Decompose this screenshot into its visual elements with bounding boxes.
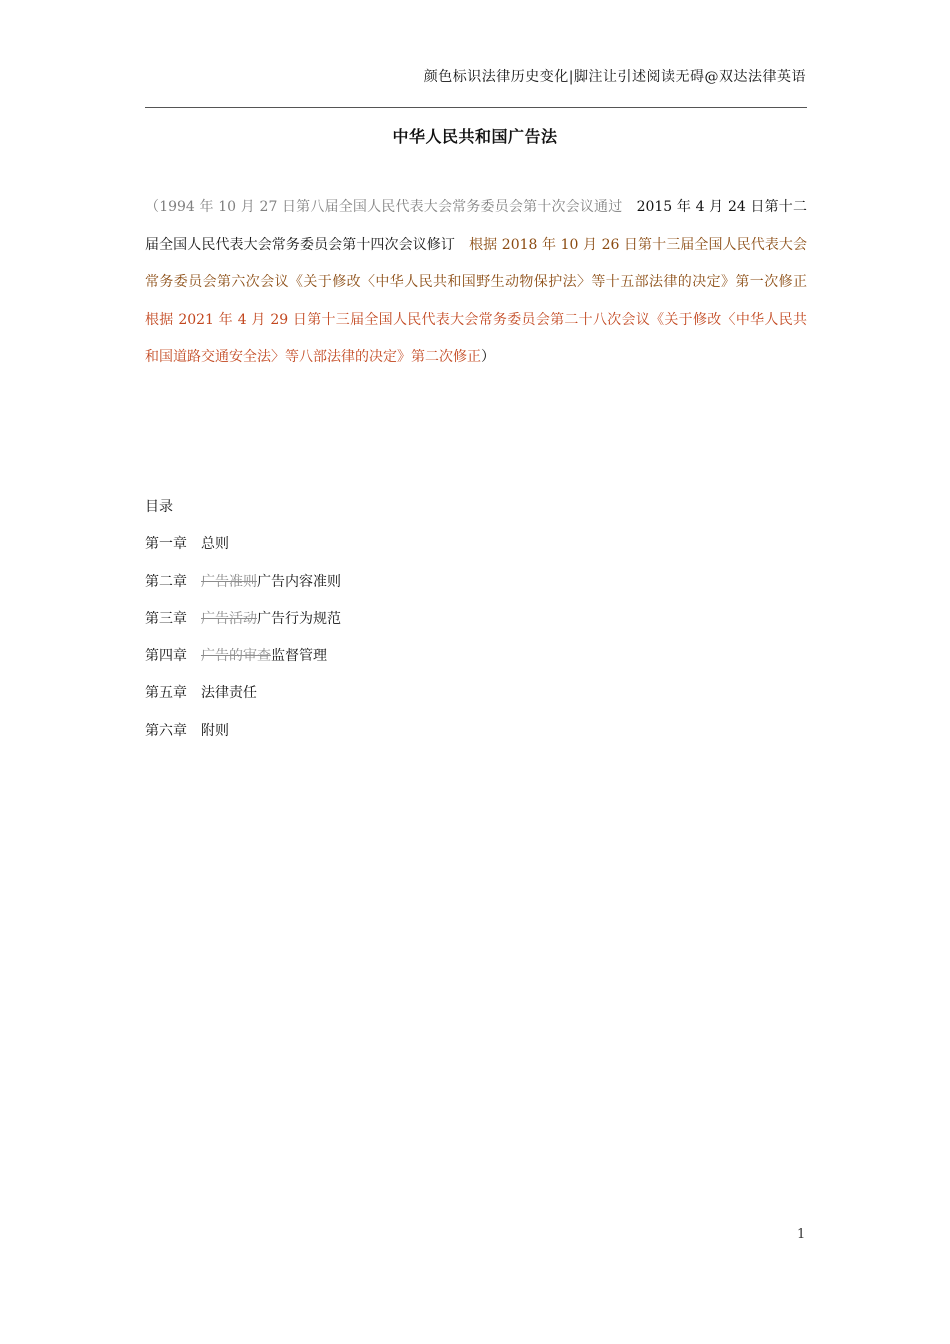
header-rule	[145, 107, 807, 108]
chapter-title: 法律责任	[201, 685, 257, 702]
history-2021-amendment: 根据 2021 年 4 月 29 日第十三届全国人民代表大会常务委员会第二十八次会议《关于修改〈中华人民共和国道路交通安全法〉等八部法律的决定》第二次修正	[145, 311, 807, 365]
chapter-number: 第三章	[145, 610, 187, 627]
deleted-chapter-title: 广告活动	[201, 610, 257, 627]
toc-chapter-4	[145, 638, 341, 675]
chapter-number: 第四章	[145, 648, 187, 665]
chapter-number: 第二章	[145, 573, 187, 590]
chapter-number: 第一章	[145, 536, 187, 553]
chapter-number: 第五章	[145, 685, 187, 702]
page-number: 1	[797, 1227, 806, 1242]
toc-chapter-6	[145, 713, 341, 750]
document-header: 颜色标识法律历史变化|脚注让引述阅读无碍@双达法律英语	[423, 69, 806, 85]
close-paren: ）	[481, 349, 495, 365]
toc-chapter-2	[145, 564, 341, 601]
toc-chapter-3	[145, 601, 341, 638]
toc-heading: 目录	[145, 499, 173, 515]
chapter-title: 附则	[201, 722, 229, 739]
history-1994-enactment: 1994 年 10 月 27 日第八届全国人民代表大会常务委员会第十次会议通过	[159, 199, 623, 215]
document-title: 中华人民共和国广告法	[392, 127, 558, 146]
chapter-title: 广告行为规范	[257, 610, 341, 627]
chapter-title: 监督管理	[271, 648, 327, 665]
history-2015-revision: 2015 年 4 月 24 日第十二届全国人民代表大会常务委员会第十四次会议修订	[145, 199, 807, 253]
history-2018-amendment: 根据 2018 年 10 月 26 日第十三届全国人民代表大会常务委员会第六次会议《关于修改〈中华人民共和国野生动物保护法〉等十五部法律的决定》第一次修正	[145, 236, 808, 290]
chapter-number: 第六章	[145, 722, 187, 739]
open-paren: （	[145, 199, 160, 215]
toc-chapter-1	[145, 526, 341, 563]
table-of-contents	[145, 489, 341, 750]
legislative-history	[145, 189, 807, 377]
toc-chapter-5	[145, 675, 341, 712]
chapter-title: 广告内容准则	[257, 573, 341, 590]
deleted-chapter-title: 广告准则	[201, 573, 257, 590]
deleted-chapter-title: 广告的审查	[201, 648, 271, 665]
chapter-title: 总则	[201, 536, 229, 553]
